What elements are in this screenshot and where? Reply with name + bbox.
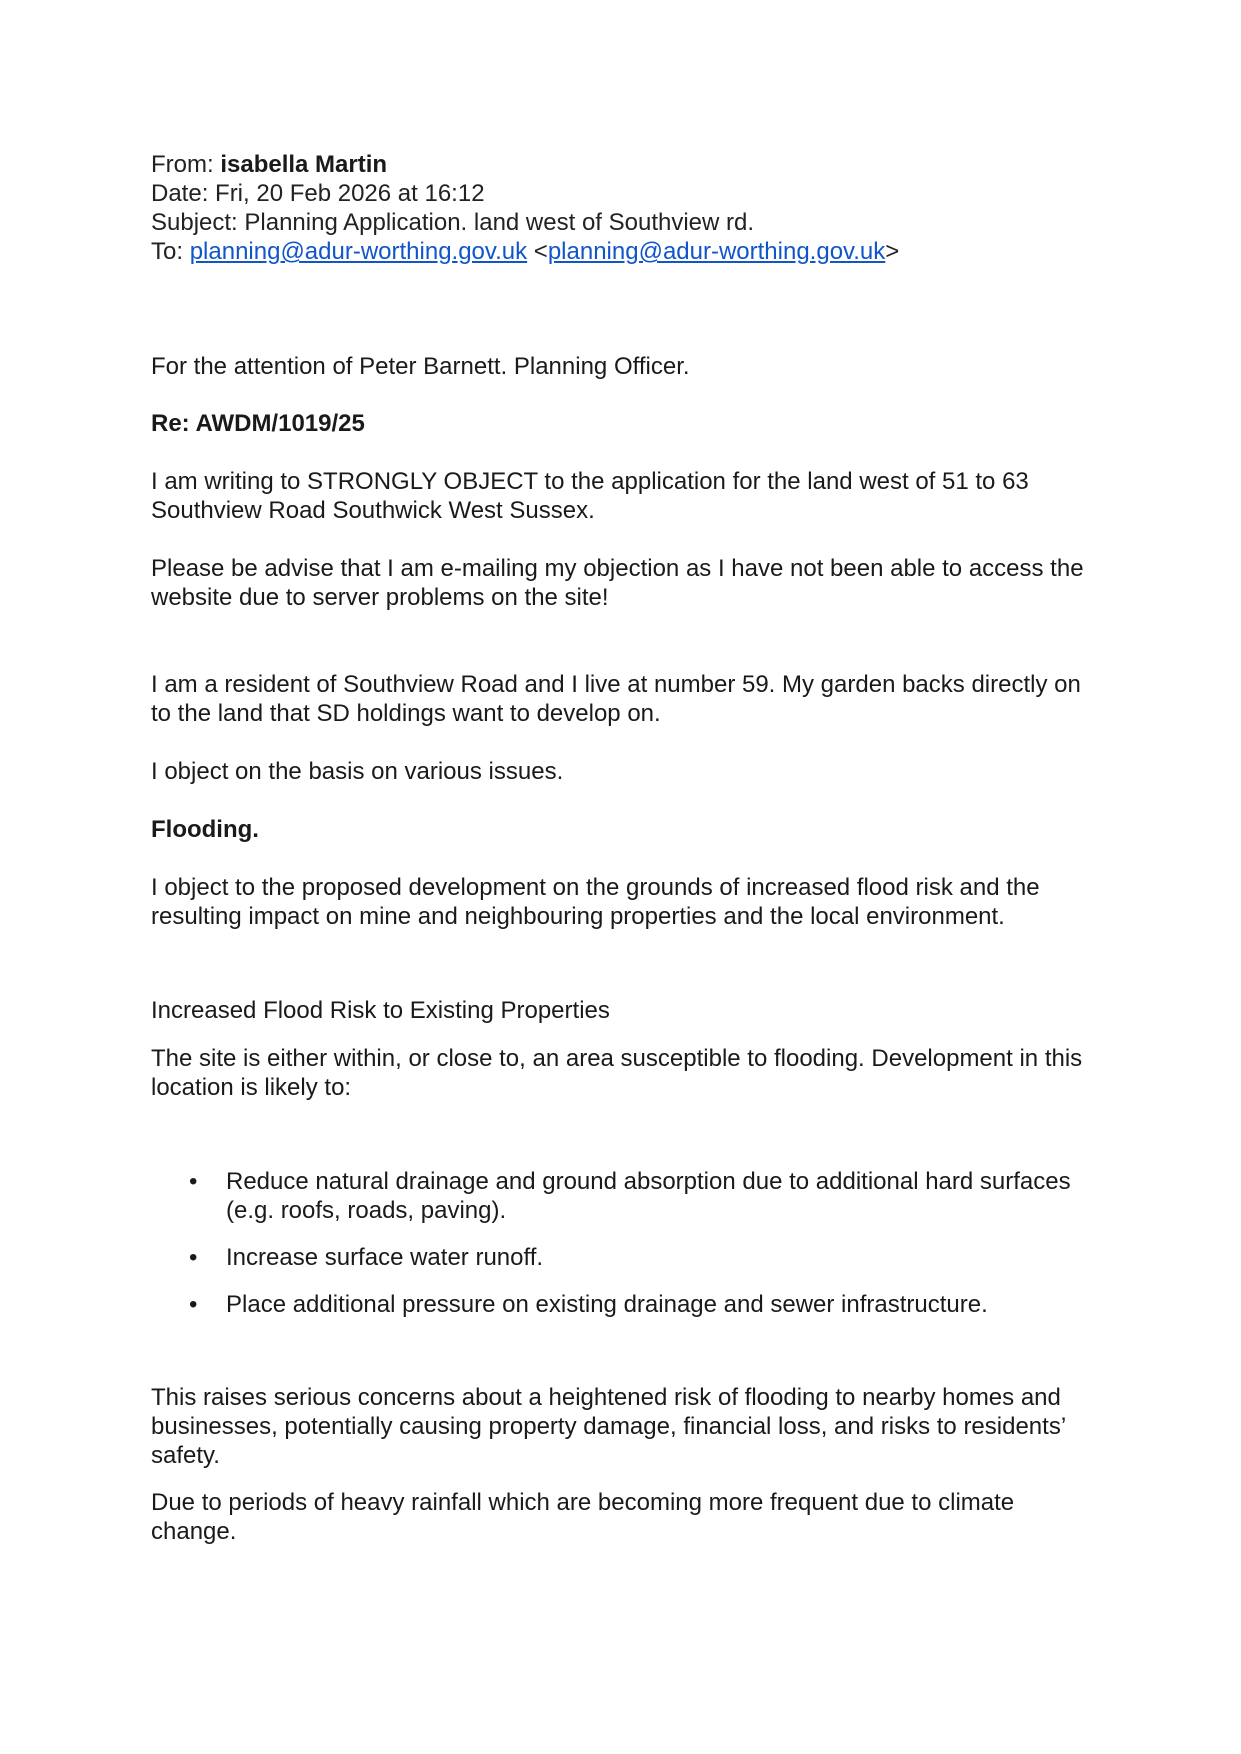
paragraph-flood-object: I object to the proposed development on the grounds of increased flood risk and the resulting impact on mine and neighbouring properties and the local environment. (151, 874, 1040, 930)
paragraph-resident: I am a resident of Southview Road and I live at number 59. My garden backs directly on to the land that SD holdings want to develop on. (151, 671, 1081, 727)
heading-flooding: Flooding. (151, 816, 259, 843)
paragraph-object: I am writing to STRONGLY OBJECT to the application for the land west of 51 to 63 Southview Road Southwick West Sussex. (151, 468, 1029, 524)
from-line (151, 150, 1111, 179)
email-header (151, 150, 1111, 266)
bullet-list (151, 1167, 1091, 1337)
reference-line: Re: AWDM/1019/25 (151, 410, 365, 437)
to-bracket-close: > (885, 238, 900, 265)
subject-line: Subject: Planning Application. land west of Southview rd. (151, 209, 755, 236)
paragraph-site: The site is either within, or close to, an area susceptible to flooding. Development in this location is likely to: (151, 1045, 1083, 1101)
to-label: To: (151, 238, 190, 265)
bullet-text: Place additional pressure on existing drainage and sewer infrastructure. (226, 1291, 988, 1318)
bullet-dot: • (189, 1168, 198, 1195)
paragraph-advise: Please be advise that I am e-mailing my objection as I have not been able to access the website due to server problems on the site! (151, 555, 1084, 611)
bullet-text: Increase surface water runoff. (226, 1244, 544, 1271)
list-item (151, 1243, 1091, 1272)
to-email-link[interactable]: planning@adur-worthing.gov.uk (189, 238, 528, 265)
paragraph-rainfall: Due to periods of heavy rainfall which are becoming more frequent due to climate change. (151, 1489, 1015, 1545)
to-email-bracket-link[interactable]: planning@adur-worthing.gov.uk (547, 238, 886, 265)
subheading-flood-risk: Increased Flood Risk to Existing Properties (151, 997, 610, 1024)
paragraph-basis: I object on the basis on various issues. (151, 758, 564, 785)
attention-line: For the attention of Peter Barnett. Planning Officer. (151, 353, 690, 380)
to-bracket-open: < (527, 238, 548, 265)
from-name: isabella Martin (220, 151, 388, 178)
paragraph-concerns: This raises serious concerns about a heightened risk of flooding to nearby homes and businesses, potentially causing property damage, financial loss, and risks to residents’ safety. (151, 1384, 1066, 1469)
date-line: Date: Fri, 20 Feb 2026 at 16:12 (151, 180, 485, 207)
bullet-dot: • (189, 1291, 198, 1318)
bullet-text: Reduce natural drainage and ground absorption due to additional hard surfaces (e.g. roofs, roads, paving). (226, 1168, 1071, 1224)
list-item (151, 1290, 1091, 1319)
list-item (151, 1167, 1091, 1225)
to-line (151, 237, 1111, 266)
from-label: From: (151, 151, 221, 178)
bullet-dot: • (189, 1244, 198, 1271)
